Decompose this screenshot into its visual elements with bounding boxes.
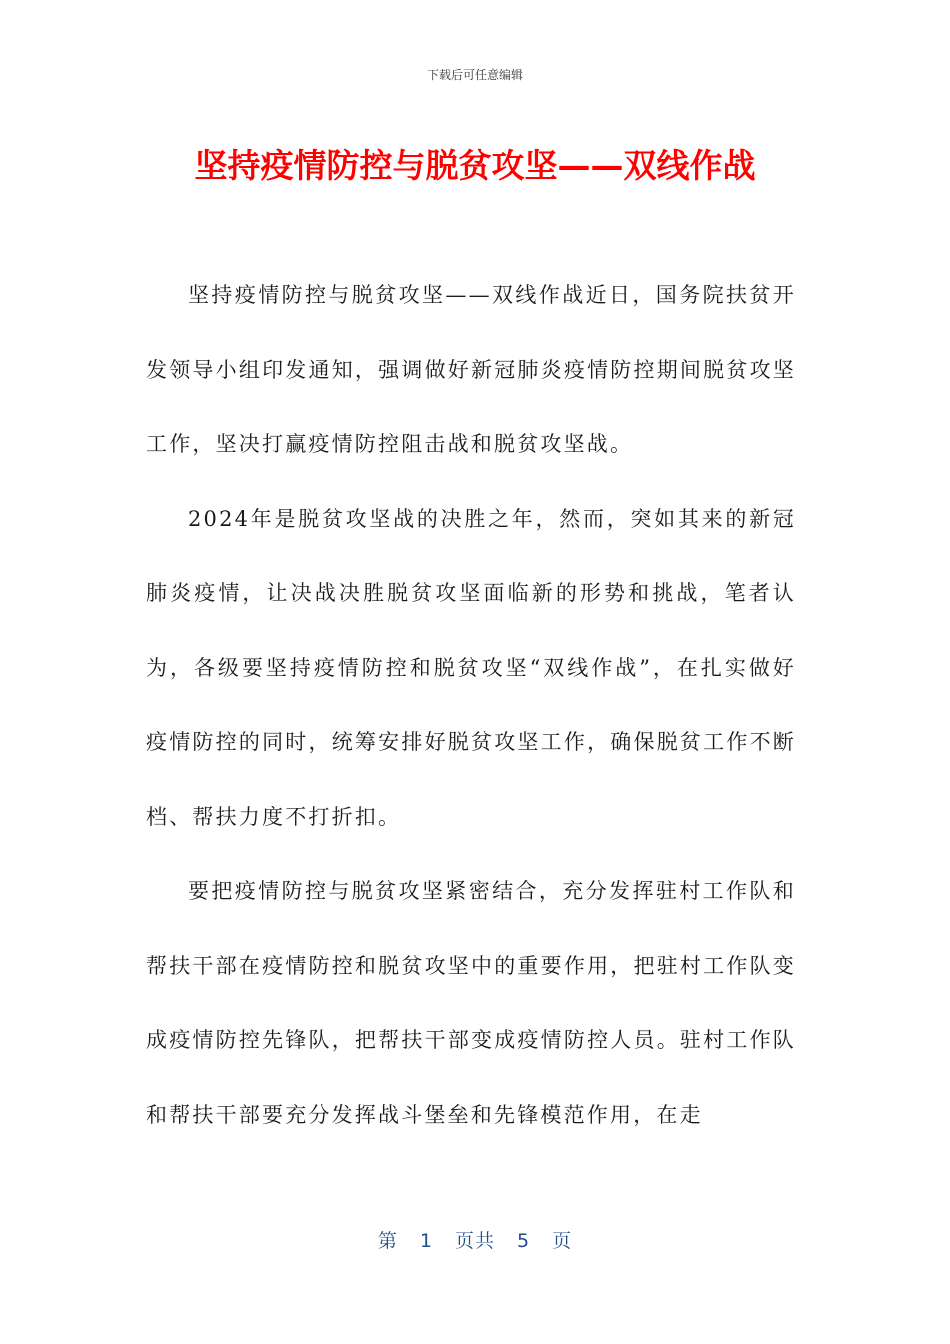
document-body	[146, 258, 796, 1152]
paragraph-2: 2024年是脱贫攻坚战的决胜之年，然而，突如其来的新冠肺炎疫情，让决战决胜脱贫攻坚面临新的形势和挑战，笔者认为，各级要坚持疫情防控和脱贫攻坚“双线作战”，在扎实做好疫情防控的同时，统筹安排好脱贫攻坚工作，确保脱贫工作不断档、帮扶力度不打折扣。	[146, 506, 796, 829]
page-suffix: 页	[552, 1230, 573, 1252]
page-middle: 页共	[454, 1230, 495, 1252]
document-title: 坚持疫情防控与脱贫攻坚——双线作战	[194, 146, 756, 185]
paragraph-3: 要把疫情防控与脱贫攻坚紧密结合，充分发挥驻村工作队和帮扶干部在疫情防控和脱贫攻坚中的重要作用，把驻村工作队变成疫情防控先锋队，把帮扶干部变成疫情防控人员。驻村工作队和帮扶干部要充分发挥战斗堡垒和先锋模范作用，在走	[146, 879, 796, 1127]
page-total: 5	[517, 1230, 531, 1252]
paragraph-1: 坚持疫情防控与脱贫攻坚——双线作战近日，国务院扶贫开发领导小组印发通知，强调做好新冠肺炎疫情防控期间脱贫攻坚工作，坚决打赢疫情防控阻击战和脱贫攻坚战。	[146, 283, 796, 456]
header-note: 下载后可任意编辑	[426, 68, 523, 82]
page-current: 1	[419, 1230, 433, 1252]
page-footer	[0, 1226, 950, 1253]
page-prefix: 第	[377, 1230, 398, 1252]
